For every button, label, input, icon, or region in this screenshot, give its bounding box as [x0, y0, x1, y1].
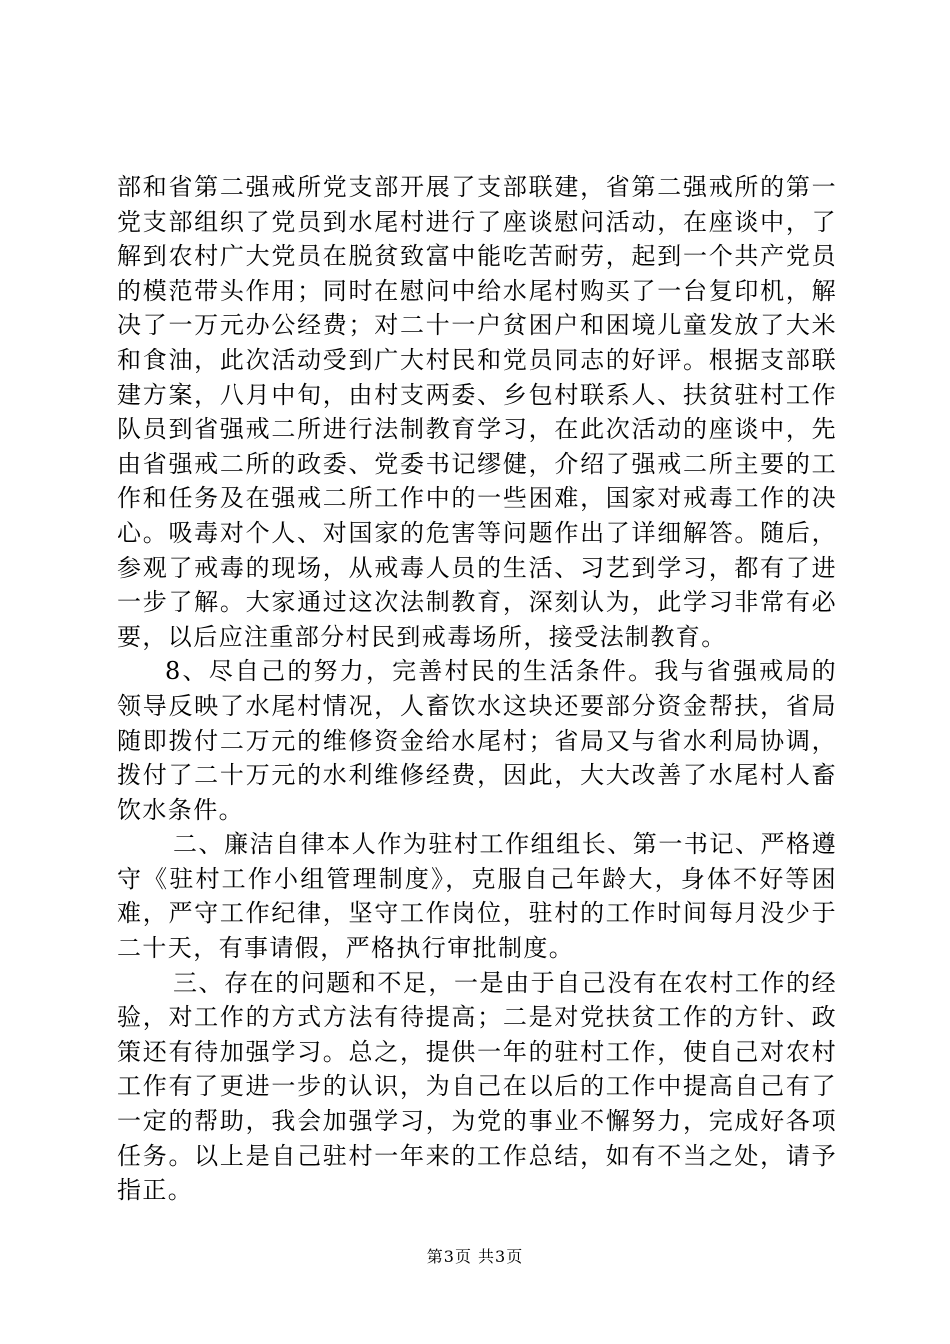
- paragraph-continuation: 部和省第二强戒所党支部开展了支部联建，省第二强戒所的第一党支部组织了党员到水尾村进行了座谈慰问活动，在座谈中，了解到农村广大党员在脱贫致富中能吃苦耐劳，起到一个共产党员的模范带头作用；同时在慰问中给水尾村购买了一台复印机，解决了一万元办公经费；对二十一户贫困户和困境儿童发放了大米和食油，此次活动受到广大村民和党员同志的好评。根据支部联建方案，八月中旬，由村支两委、乡包村联系人、扶贫驻村工作队员到省强戒二所进行法制教育学习，在此次活动的座谈中，先由省强戒二所的政委、党委书记缪健，介绍了强戒二所主要的工作和任务及在强戒二所工作中的一些困难，国家对戒毒工作的决心。吸毒对个人、对国家的危害等问题作出了详细解答。随后，参观了戒毒的现场，从戒毒人员的生活、习艺到学习，都有了进一步了解。大家通过这次法制教育，深刻认为，此学习非常有必要，以后应注重部分村民到戒毒场所，接受法制教育。: [117, 173, 837, 651]
- paragraph-section-2: 二、廉洁自律本人作为驻村工作组组长、第一书记、严格遵守《驻村工作小组管理制度》，克服自己年龄大，身体不好等困难，严守工作纪律，坚守工作岗位，驻村的工作时间每月没少于二十天，有事请假，严格执行审批制度。: [117, 830, 837, 963]
- paragraph-section-3: 三、存在的问题和不足，一是由于自己没有在农村工作的经验，对工作的方式方法有待提高；二是对党扶贫工作的方针、政策还有待加强学习。总之，提供一年的驻村工作，使自己对农村工作有了更进一步的认识，为自己在以后的工作中提高自己有了一定的帮助，我会加强学习，为党的事业不懈努力，完成好各项任务。以上是自己驻村一年来的工作总结，如有不当之处，请予指正。: [117, 968, 837, 1205]
- document-body: [117, 170, 837, 1208]
- page-footer: 第3页 共3页: [426, 1247, 524, 1266]
- paragraph-item-8: 8、尽自己的努力，完善村民的生活条件。我与省强戒局的领导反映了水尾村情况，人畜饮水这块还要部分资金帮扶，省局随即拨付二万元的维修资金给水尾村；省局又与省水利局协调，拨付了二十万元的水利维修经费，因此，大大改善了水尾村人畜饮水条件。: [117, 657, 837, 824]
